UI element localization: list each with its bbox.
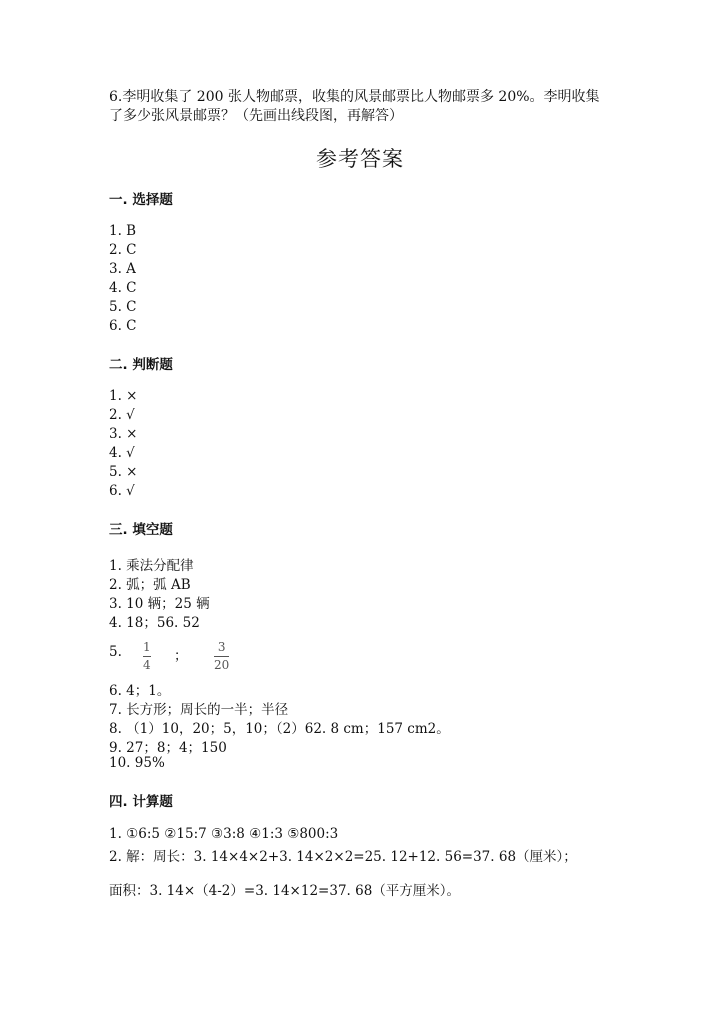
choice-answer-5: 5. C bbox=[109, 299, 137, 315]
fill-answer-10: 10. 95% bbox=[109, 755, 165, 771]
fraction-separator: ； bbox=[174, 648, 188, 664]
fill-answer-6: 6. 4；1。 bbox=[109, 683, 171, 699]
question-line-1: 6.李明收集了 200 张人物邮票，收集的风景邮票比人物邮票多 20%。李明收集 bbox=[109, 89, 600, 105]
section-heading-calc: 四. 计算题 bbox=[109, 794, 173, 810]
fill-answer-9: 9. 27；8；4；150 bbox=[109, 740, 227, 756]
judge-answer-6: 6. √ bbox=[109, 483, 135, 499]
judge-answer-3: 3. × bbox=[109, 426, 138, 442]
fraction-bar bbox=[214, 656, 229, 657]
judge-answer-5: 5. × bbox=[109, 464, 138, 480]
fill-answer-8: 8. （1）10，20；5，10；（2）62. 8 cm；157 cm2。 bbox=[109, 721, 450, 737]
judge-answer-2: 2. √ bbox=[109, 407, 135, 423]
fill-answer-5-label: 5. bbox=[109, 644, 122, 660]
section-heading-judge: 二. 判断题 bbox=[109, 357, 173, 373]
calc-answer-1: 1. ①6:5 ②15:7 ③3:8 ④1:3 ⑤800:3 bbox=[109, 826, 339, 842]
choice-answer-3: 3. A bbox=[109, 261, 136, 277]
choice-answer-1: 1. B bbox=[109, 223, 137, 239]
choice-answer-6: 6. C bbox=[109, 318, 137, 334]
fraction-denominator: 20 bbox=[214, 658, 230, 672]
choice-answer-2: 2. C bbox=[109, 242, 137, 258]
section-heading-choice: 一. 选择题 bbox=[109, 192, 173, 208]
section-heading-fill: 三. 填空题 bbox=[109, 522, 173, 538]
calc-answer-area: 面积：3. 14×（4-2）=3. 14×12=37. 68（平方厘米）。 bbox=[109, 883, 461, 899]
calc-answer-2: 2. 解：周长：3. 14×4×2+3. 14×2×2=25. 12+12. 56=37. 68（厘米）； bbox=[109, 849, 577, 865]
judge-answer-4: 4. √ bbox=[109, 445, 135, 461]
fraction-bar bbox=[143, 656, 151, 657]
fraction-numerator: 1 bbox=[143, 640, 151, 654]
fill-answer-7: 7. 长方形；周长的一半；半径 bbox=[109, 702, 289, 718]
choice-answer-4: 4. C bbox=[109, 280, 137, 296]
fill-answer-2: 2. 弧；弧 AB bbox=[109, 577, 191, 593]
fraction-numerator: 3 bbox=[217, 640, 226, 654]
fraction-three-twentieths bbox=[214, 636, 229, 672]
fraction-one-quarter bbox=[143, 636, 151, 672]
fill-answer-1: 1. 乘法分配律 bbox=[109, 558, 194, 574]
fill-answer-4: 4. 18；56. 52 bbox=[109, 615, 200, 631]
answer-title: 参考答案 bbox=[316, 147, 404, 171]
fill-answer-3: 3. 10 辆；25 辆 bbox=[109, 596, 210, 612]
judge-answer-1: 1. × bbox=[109, 388, 138, 404]
question-line-2: 了多少张风景邮票？（先画出线段图，再解答） bbox=[109, 108, 403, 124]
fraction-denominator: 4 bbox=[143, 658, 151, 672]
